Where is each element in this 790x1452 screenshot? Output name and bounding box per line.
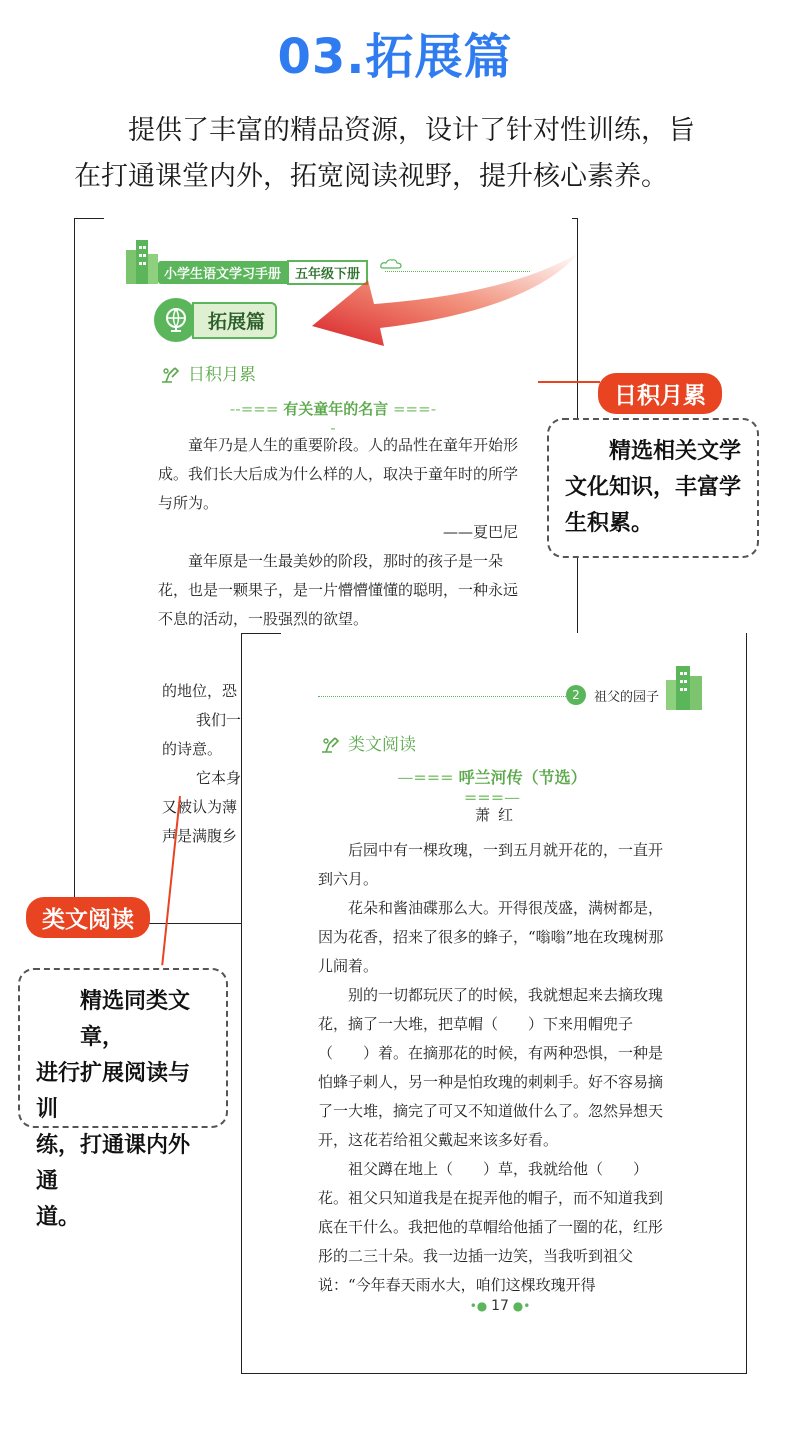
page-1-fragment: 它本身 <box>196 769 242 787</box>
callout-2-line: 练，打通课内外通 <box>36 1133 191 1194</box>
section-heading-reading <box>318 730 416 755</box>
intro-line-1: 提供了丰富的精品资源，设计了针对性训练，旨 <box>128 115 695 146</box>
grade-label: 五年级下册 <box>287 260 368 285</box>
quote-1-author: ——夏巴尼 <box>442 523 518 541</box>
subtitle-text: 有关童年的名言 <box>283 400 389 418</box>
page-1-fragment: 的诗意。 <box>162 740 223 758</box>
callout-2-box <box>18 968 228 1230</box>
article-paragraph: 别的一切都玩厌了的时候，我就想起来去摘玫瑰花，摘了一大堆，把草帽（ ）下来用帽兜子（ ）着。在摘那花的时候，有两种恐惧，一种是怕蜂子刺人，另一种是怕玫瑰的刺刺手。好不容易摘了一大堆，摘完了可又不知道做什么了。忽然异想天开，这花若给祖父戴起来该多好看。 <box>318 986 664 1149</box>
page-1-fragment: 的地位，恐 <box>162 682 238 700</box>
lamp-icon <box>318 731 342 755</box>
article-paragraph: 花朵和酱油碟那么大。开得很茂盛，满树都是，因为花香，招来了很多的蜂子，“嗡嗡”地在玫瑰树那儿闹着。 <box>318 899 664 975</box>
callout-1-line: 精选相关文学 <box>609 439 742 464</box>
callout-1-leader <box>538 381 600 383</box>
buildings-icon <box>124 236 162 284</box>
quote-2-text: 童年原是一生最美妙的阶段，那时的孩子是一朵花，也是一颗果子，是一片懵懵懂懂的聪明，一种永远不息的活动，一股强烈的欲望。 <box>158 552 519 628</box>
book-title: 小学生语文学习手册 <box>158 261 287 284</box>
quote-1 <box>158 431 518 547</box>
subtitle-article: —=== 呼兰河传（节选） ===— <box>397 768 587 807</box>
callout-2-line: 进行扩展阅读与训 <box>36 1061 191 1122</box>
section-label: 类文阅读 <box>348 735 416 755</box>
callout-2-line: 精选同类文章， <box>80 989 191 1050</box>
chapter-number: 2 <box>566 685 586 705</box>
page-1-fragment: 又被认为薄 <box>162 798 238 816</box>
page-2-right-edge <box>746 633 747 1374</box>
page-number-text: 17 <box>491 1298 509 1314</box>
article-body <box>318 836 670 1300</box>
chapter-header <box>566 685 659 705</box>
page-number: •● 17 ●• <box>469 1298 531 1314</box>
buildings-icon <box>664 664 708 710</box>
extension-badge <box>154 298 277 342</box>
callout-2-line: 道。 <box>36 1205 81 1230</box>
page-1-top-edge-right <box>572 218 578 219</box>
page-1-fragment: 声是满腹乡 <box>162 827 238 845</box>
chapter-title: 祖父的园子 <box>594 689 660 705</box>
section-heading-accumulation <box>158 360 256 385</box>
callout-1-box <box>547 418 759 558</box>
article-author: 萧红 <box>474 806 521 824</box>
lamp-icon <box>158 361 182 385</box>
article-paragraph: 后园中有一棵玫瑰，一到五月就开花的，一直开到六月。 <box>318 841 664 888</box>
quote-1-text: 童年乃是人生的重要阶段。人的品性在童年开始形成。我们长大后成为什么样的人，取决于童年时的所学与所为。 <box>158 436 519 512</box>
page-1-fragment: 我们一 <box>196 711 242 729</box>
intro-line-2: 在打通课堂内外，拓宽阅读视野，提升核心素养。 <box>74 161 668 192</box>
intro-text <box>74 108 724 200</box>
page-2-top-edge <box>241 633 281 634</box>
page-title: 03.拓展篇 <box>277 29 513 85</box>
subtitle-text: 呼兰河传（节选） <box>458 768 587 787</box>
callout-1-line: 生积累。 <box>565 511 654 536</box>
section-label: 日积月累 <box>188 365 256 385</box>
callout-1-tag: 日积月累 <box>598 373 722 414</box>
header-dotted-line <box>318 696 566 697</box>
article-paragraph: 祖父蹲在地上（ ）草，我就给他（ ）花。祖父只知道我是在捉弄他的帽子，而不知道我到底在干什么。我把他的草帽给他插了一圈的花，红彤彤的二三十朵。我一边插一边笑，当我听到祖父说：“今年春天雨水大，咱们这棵玫瑰开得 <box>318 1160 664 1294</box>
badge-label: 拓展篇 <box>192 302 277 339</box>
callout-2-tag: 类文阅读 <box>26 897 150 938</box>
page-1-top-edge <box>74 218 104 219</box>
callout-1-line: 文化知识，丰富学 <box>565 475 742 500</box>
subtitle-quotes: --=== 有关童年的名言 ===-- <box>229 400 437 437</box>
arrow-icon <box>300 250 590 370</box>
